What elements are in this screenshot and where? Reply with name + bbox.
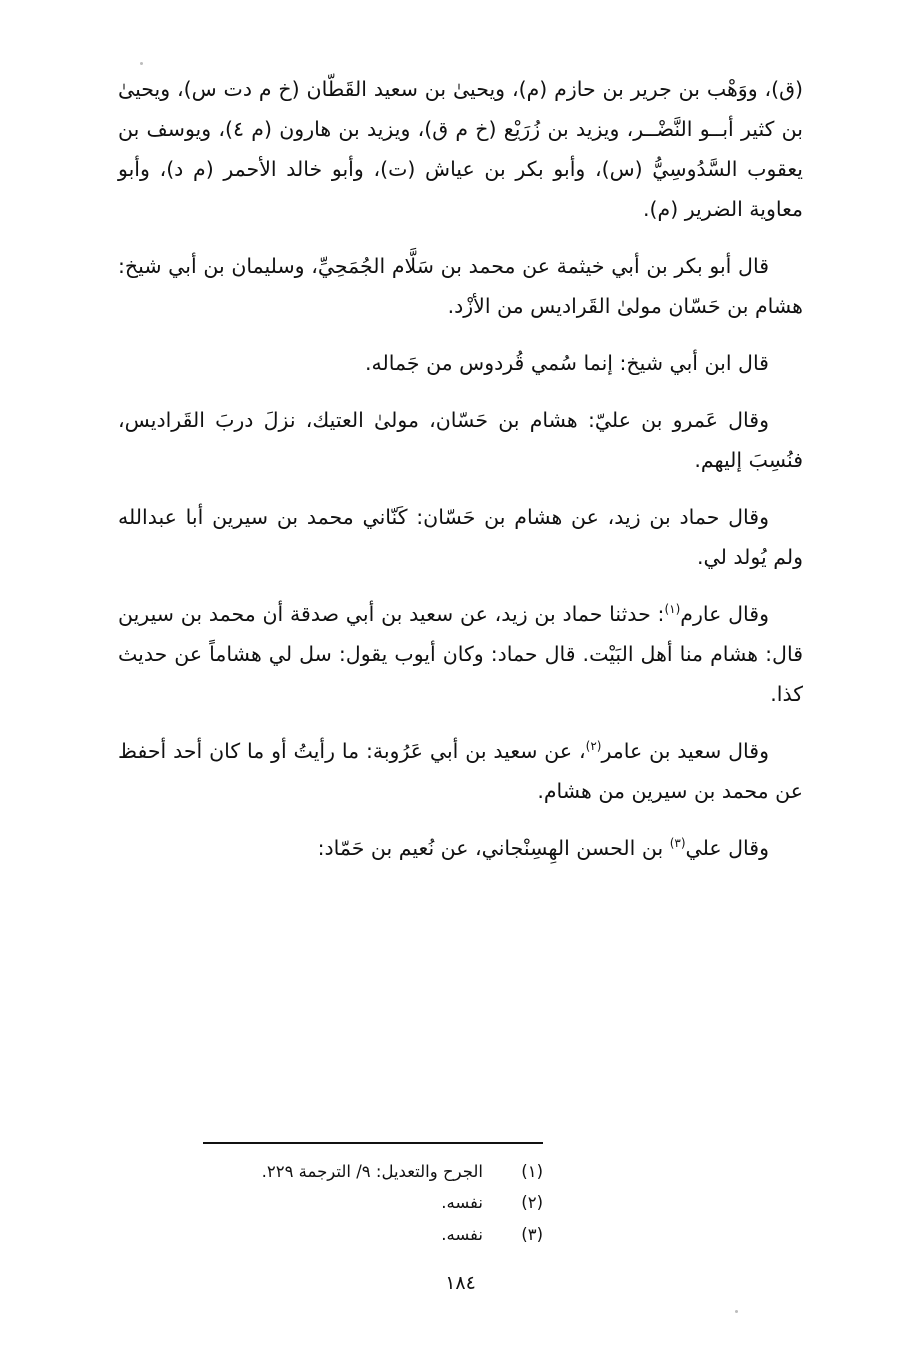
paragraph-2 xyxy=(118,247,803,327)
footnote-1 xyxy=(118,1156,803,1187)
paragraph-1-text: (ق)، ووَهْب بن جرير بن حازم (م)، ويحيىٰ بن سعيد القَطّان (خ م دت س)، ويحيىٰ بن كثير أبــو النَّضْــر، ويزيد بن زُرَيْع (خ م ق)، ويزيد بن هارون (م ٤)، ويوسف بن يعقوب السَّدُوسِيُّ (س)، وأبو بكر بن عياش (ت)، وأبو خالد الأحمر (م د)، وأبو معاوية الضرير (م). xyxy=(118,77,803,221)
paragraph-7-text-after: ، عن سعيد بن أبي عَرُوبة: ما رأيتُ أو ما كان أحد أحفظ عن محمد بن سيرين من هشام. xyxy=(118,738,803,803)
footnote-marker-1: (١) xyxy=(664,601,681,616)
paragraph-3 xyxy=(118,344,803,384)
footnote-3 xyxy=(118,1219,803,1250)
paper-speck xyxy=(140,62,143,65)
paragraph-5 xyxy=(118,498,803,578)
footnote-1-text: الجرح والتعديل: ٩/ الترجمة ٢٢٩. xyxy=(261,1161,483,1181)
paragraph-8 xyxy=(118,829,803,869)
paragraph-4 xyxy=(118,401,803,481)
paragraph-7-text-before: وقال سعيد بن عامر xyxy=(601,738,769,763)
page-body xyxy=(118,70,803,868)
paragraph-5-text: وقال حماد بن زيد، عن هشام بن حَسّان: كَنّاني محمد بن سيرين أبا عبدالله ولم يُولد لي. xyxy=(118,504,803,569)
footnote-2 xyxy=(118,1187,803,1218)
paragraph-3-text: قال ابن أبي شيخ: إنما سُمي قُردوس من جَماله. xyxy=(365,350,769,375)
footnote-1-number: (١) xyxy=(521,1161,543,1181)
page-number: ١٨٤ xyxy=(445,1272,476,1294)
footnote-3-number: (٣) xyxy=(521,1224,543,1244)
paragraph-7 xyxy=(118,732,803,812)
footnote-3-text: نفسه. xyxy=(441,1224,483,1244)
paragraph-8-text-after: بن الحسن الهِسِنْجاني، عن نُعيم بن حَمّاد: xyxy=(317,835,670,860)
paragraph-4-text: وقال عَمرو بن عليّ: هشام بن حَسّان، مولىٰ العتيك، نزلَ دربَ القَراديس، فنُسِبَ إليهم. xyxy=(118,407,803,472)
paragraph-2-text: قال أبو بكر بن أبي خيثمة عن محمد بن سَلَّام الجُمَحِيِّ، وسليمان بن أبي شيخ: هشام بن حَسّان مولىٰ القَراديس من الأزْد. xyxy=(118,253,803,318)
footnote-separator xyxy=(203,1142,543,1144)
paragraph-8-text-before: وقال علي xyxy=(685,835,769,860)
paper-speck xyxy=(735,1310,738,1313)
footnote-2-text: نفسه. xyxy=(441,1193,483,1213)
footnote-marker-2: (٢) xyxy=(585,738,602,753)
paragraph-1 xyxy=(118,70,803,230)
footnote-2-number: (٢) xyxy=(521,1193,543,1213)
paragraph-6-text-after: : حدثنا حماد بن زيد، عن سعيد بن أبي صدقة أن محمد بن سيرين قال: هشام منا أهل البَيْت. قال حماد: وكان أيوب يقول: سل لي هشاماً عن حديث كذا. xyxy=(118,601,803,706)
footnote-marker-3: (٣) xyxy=(669,835,686,850)
paragraph-6 xyxy=(118,595,803,715)
paragraph-6-text-before: وقال عارم xyxy=(680,601,769,626)
footnote-area xyxy=(118,1142,803,1250)
